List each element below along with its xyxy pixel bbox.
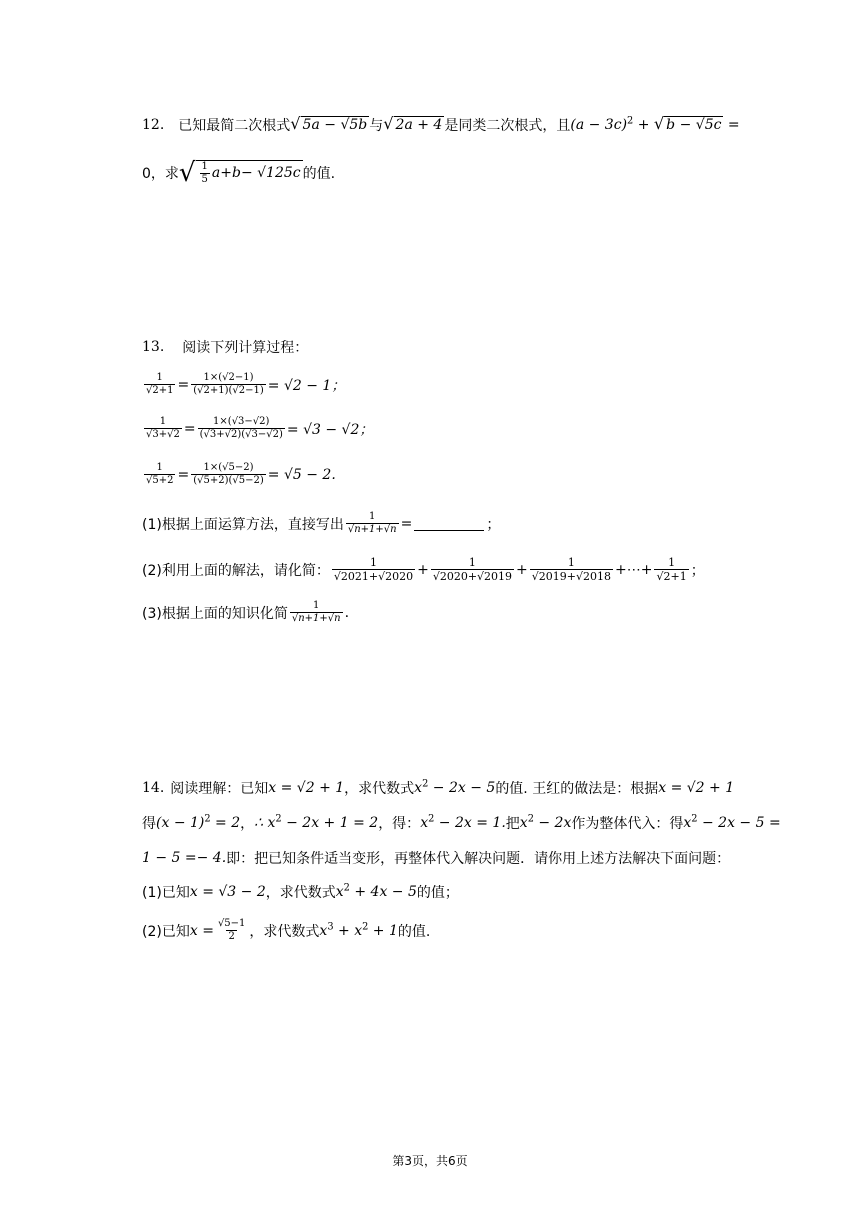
q12-text-5: 的值. [302, 166, 336, 182]
q14-part-2: (2)已知 x = $\frac{√5-1}{2}$ ，求代数式 $x^3 + x^2 + 1$ 的值. [142, 918, 431, 942]
q12-text-1: 已知最简二次根式 [178, 118, 291, 134]
q14-line-1: 14. 阅读理解：已知 x = √2 + 1 ，求代数式 $x^2 - 2x - 5$ 的值. 王红的做法是：根据 x = √2 + 1 [142, 778, 735, 797]
q12-line-2 [142, 160, 335, 186]
q13-example-1: $\frac{1}{√2+1}$ = $\frac{1\times(√2-1)}{(√2+1)(√2-1)}$ = √2 − 1； [146, 372, 346, 396]
q13-example-2: $\frac{1}{√3+√2}$ = $\frac{1\times(√3-√2)}{(√3+√2)(√3-√2)}$ = √3 − √2； [146, 416, 374, 440]
q12-radical-2: √ 2a + 4 [383, 114, 443, 134]
q13-number: 13. [142, 339, 165, 355]
q12-text-4: 0，求 [142, 166, 179, 182]
q12-line-1 [142, 115, 740, 135]
q13-part-1: (1)根据上面运算方法，直接写出 $\frac{1}{√n+1+√n}$ = ； [142, 511, 501, 535]
q12-target-expression: √ $\frac{1}{5}$ a + b − √125 c [178, 158, 301, 188]
q12-text-2: 与 [369, 118, 384, 134]
q12-number: 12. [142, 117, 165, 133]
q13-line-intro [142, 337, 308, 357]
q14-line-3: 1 − 5 =− 4. 即：把已知条件适当变形，再整体代入解决问题．请你用上述方法解决下面问题： [142, 850, 731, 867]
q14-number: 14. [142, 780, 165, 796]
answer-blank[interactable] [414, 516, 484, 531]
q12-radical-1: √ 5a − √5b [290, 114, 368, 134]
q13-intro: 阅读下列计算过程： [182, 340, 309, 356]
q13-part2-label: (2)利用上面的解法，请化简： [142, 562, 330, 579]
q14-part-1: (1)已知 x = √3 − 2 ，求代数式 $x^2 + 4x - 5$ 的值； [142, 882, 459, 901]
q13-part-3: (3)根据上面的知识化简 $\frac{1}{√n+1+√n}$ . [142, 600, 350, 624]
q14-line-2: 得 $(x - 1)^2 = 2$ ， ∴ $x^2 - 2x + 1 = 2$ ，得： $x^2 - 2x = 1$. 把 $x^2 - 2x$ 作为整体代入：得 $x^2 - 2x - 5$ = [142, 813, 781, 832]
q12-condition: $(a - 3c)^2$ + √ b − √5c = [570, 114, 740, 134]
q13-part1-label: (1)根据上面运算方法，直接写出 [142, 516, 344, 533]
q12-text-3: 是同类二次根式，且 [444, 118, 571, 134]
q13-example-3: $\frac{1}{√5+2}$ = $\frac{1\times(√5-2)}{(√5+2)(√5-2)}$ = √5 − 2. [146, 462, 336, 486]
q13-part3-label: (3)根据上面的知识化简 [142, 605, 288, 622]
page-footer: 第3页，共6页 [392, 1154, 468, 1168]
q13-part-2: (2)利用上面的解法，请化简： $\frac{1}{√2021+√2020}$ + $\frac{1}{√2020+√2019}$ + $\frac{1}{√2019+√2018}$ +⋯+ $\frac{1}{√2+1}$ ； [142, 556, 705, 584]
